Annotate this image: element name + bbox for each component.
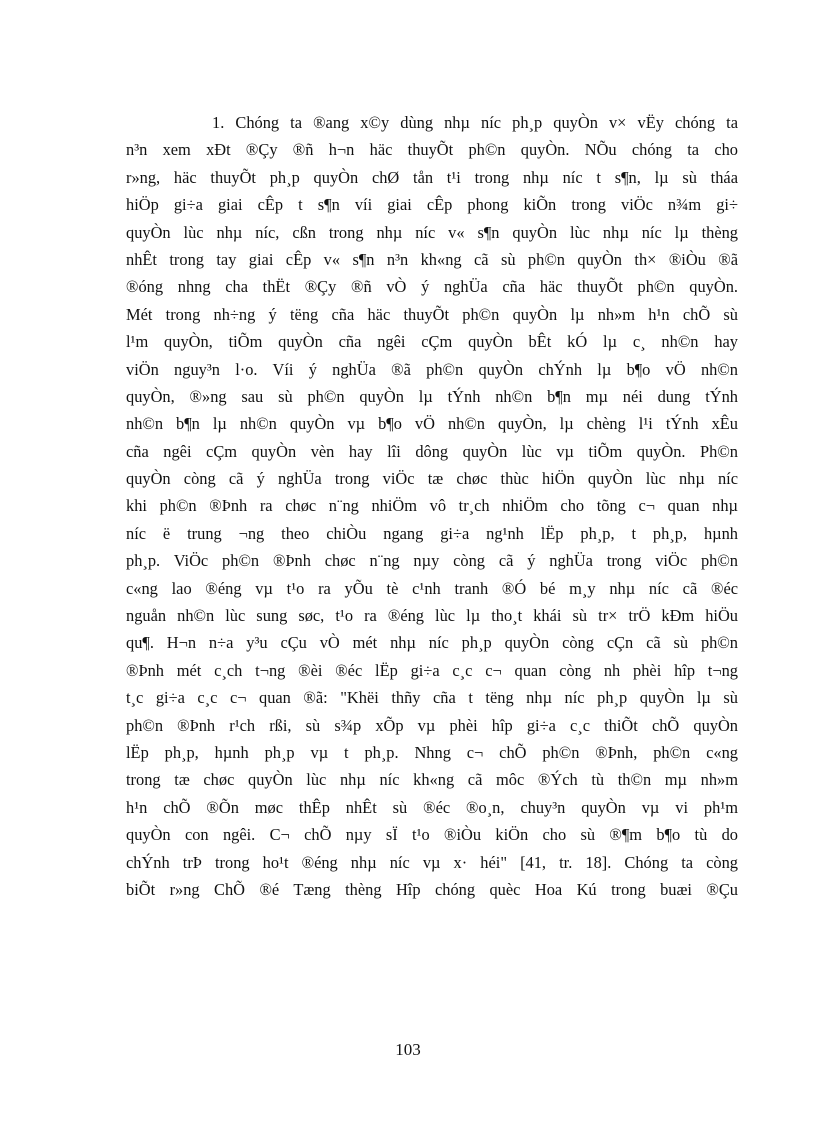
text-line: c«ng lao ®éng vµ t¹o ra yÕu tè c¹nh tranh ®Ó bé m¸y nhµ níc cã ®éc [126, 578, 738, 598]
text-line: chÝnh trÞ trong ho¹t ®éng nhµ níc vµ x· héi" [41, tr. 18]. Chóng ta còng [126, 852, 738, 872]
text-line: qu¶. H¬n n÷a y³u cÇu vÒ mét nhµ níc ph¸p quyÒn còng cÇn cã sù ph©n [126, 633, 738, 653]
text-line: nhÊt trong tay giai cÊp v« s¶n n³n kh«ng cã sù ph©n quyÒn th× ®iÒu ®ã [126, 249, 738, 269]
text-line: r»ng, häc thuyÕt ph¸p quyÒn chØ tån t¹i trong nhµ níc t s¶n, lµ sù tháa [126, 167, 738, 187]
text-line: biÕt r»ng ChÕ ®é Tæng thèng Hîp chóng quèc Hoa Kú trong buæi ®Çu [126, 879, 738, 899]
text-line: viÖn nguy³n l·o. Víi ý nghÜa ®ã ph©n quyÒn chÝnh lµ b¶o vÖ nh©n [126, 359, 738, 379]
text-line: t¸c gi÷a c¸c c¬ quan ®ã: "Khëi thñy cña t tëng nhµ níc ph¸p quyÒn lµ sù [126, 688, 738, 708]
text-line: quyÒn con ngêi. C¬ chÕ nµy sÏ t¹o ®iÒu kiÖn cho sù ®¶m b¶o tù do [126, 825, 738, 845]
text-line: ®óng nhng cha thËt ®Çy ®ñ vÒ ý nghÜa cña häc thuyÕt ph©n quyÒn. [126, 277, 738, 297]
text-line: cña ngêi cÇm quyÒn vèn hay lîi dông quyÒn lùc vµ tiÕm quyÒn. Ph©n [126, 441, 738, 461]
text-line: khi ph©n ®Þnh ra chøc n¨ng nhiÖm vô tr¸ch nhiÖm cho tõng c¬ quan nhµ [126, 496, 738, 516]
page-number: 103 [395, 1040, 421, 1059]
text-line: quyÒn lùc nhµ níc, cßn trong nhµ níc v« s¶n quyÒn lùc nhµ níc lµ thèng [126, 222, 738, 242]
text-line: h¹n chÕ ®Õn møc thÊp nhÊt sù ®éc ®o¸n, chuy³n quyÒn vµ vi ph¹m [126, 797, 738, 817]
text-line: ph©n ®Þnh r¹ch rßi, sù s¾p xÕp vµ phèi hîp gi÷a c¸c thiÕt chÕ quyÒn [126, 715, 738, 735]
text-line: ®Þnh mét c¸ch t¬ng ®èi ®éc lËp gi÷a c¸c c¬ quan còng nh phèi hîp t¬ng [126, 660, 738, 680]
text-line: ph¸p. ViÖc ph©n ®Þnh chøc n¨ng nµy còng cã ý nghÜa trong viÖc ph©n [126, 551, 738, 571]
text-line: lËp ph¸p, hµnh ph¸p vµ t ph¸p. Nhng c¬ chÕ ph©n ®Þnh, ph©n c«ng [126, 742, 738, 762]
text-line: Mét trong nh÷ng ý tëng cña häc thuyÕt ph©n quyÒn lµ nh»m h¹n chÕ sù [126, 304, 738, 324]
text-line: 1. Chóng ta ®ang x©y dùng nhµ níc ph¸p quyÒn v× vËy chóng ta [212, 113, 738, 132]
text-line: l¹m quyÒn, tiÕm quyÒn cña ngêi cÇm quyÒn bÊt kÓ lµ c¸ nh©n hay [126, 332, 738, 352]
text-line: níc ë trung ¬ng theo chiÒu ngang gi÷a ng¹nh lËp ph¸p, t ph¸p, hµnh [126, 523, 738, 543]
text-line: hiÖp gi÷a giai cÊp t s¶n víi giai cÊp phong kiÕn trong viÖc n¾m gi÷ [126, 195, 738, 215]
body-paragraph [126, 109, 738, 903]
text-line: n³n xem xÐt ®Çy ®ñ h¬n häc thuyÕt ph©n quyÒn. NÕu chóng ta cho [126, 140, 738, 160]
text-line: nguån nh©n lùc sung søc, t¹o ra ®éng lùc lµ tho¸t khái sù tr× trÖ kÐm hiÖu [126, 606, 738, 626]
text-line: nh©n b¶n lµ nh©n quyÒn vµ b¶o vÖ nh©n quyÒn, lµ chèng l¹i tÝnh xÊu [126, 414, 738, 434]
text-line: quyÒn còng cã ý nghÜa trong viÖc tæ chøc thùc hiÖn quyÒn lùc nhµ níc [126, 469, 738, 489]
text-line: trong tæ chøc quyÒn lùc nhµ níc kh«ng cã môc ®Ých tù th©n mµ nh»m [126, 770, 738, 790]
text-line: quyÒn, ®»ng sau sù ph©n quyÒn lµ tÝnh nh©n b¶n mµ néi dung tÝnh [126, 386, 738, 406]
